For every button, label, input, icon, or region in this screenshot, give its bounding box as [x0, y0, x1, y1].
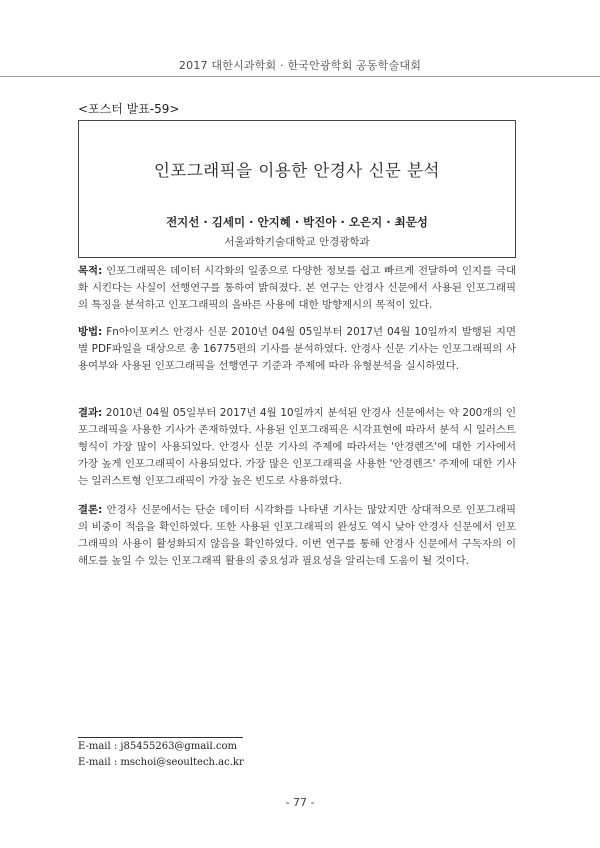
title-box [78, 120, 516, 258]
section-purpose [78, 263, 516, 314]
section-method [78, 324, 516, 375]
paper-title: 인포그래픽을 이용한 안경사 신문 분석 [153, 161, 440, 180]
section-label: 결과: [78, 407, 103, 419]
section-conclusion [78, 502, 516, 570]
section-text: 인포그래픽은 데이터 시각화의 일종으로 다양한 정보를 쉽고 빠르게 전달하여 인지를 극대화 시킨다는 사실이 선행연구를 통하여 밝혀졌다. 본 연구는 안경사 신문에서 사용된 인포그래픽의 특징을 분석하고 인포그래픽의 올바른 사용에 대한 방향제시의 목적이 있다. [78, 265, 516, 311]
footnote-divider [78, 737, 243, 738]
email-footnote-2: E-mail : mschoi@seoultech.ac.kr [78, 757, 244, 768]
section-text: 안경사 신문에서는 단순 데이터 시각화를 나타낸 기사는 많았지만 상대적으로 인포그래픽의 비중이 적음을 확인하였다. 또한 사용된 인포그래픽의 완성도 역시 낮아 안경사 신문에서 인포그래픽의 사용이 활성화되지 않음을 확인하였다. 이번 연구를 통해 안경사 신문에서 구독자의 이해도를 높일 수 있는 인포그래픽 활용의 중요성과 필요성을 알리는데 도움이 될 것이다. [78, 504, 516, 567]
poster-tag: <포스터 발표-59> [78, 102, 180, 116]
section-label: 방법: [78, 326, 103, 338]
section-label: 결론: [78, 504, 103, 516]
section-results [78, 405, 516, 490]
author-list: 전지선 · 김세미 · 안지혜 · 박진아 · 오은지 · 최문성 [166, 215, 428, 229]
header-divider [0, 76, 600, 77]
section-text: Fn아이포커스 안경사 신문 2010년 04월 05일부터 2017년 04월 10일까지 발행된 지면별 PDF파일을 대상으로 총 16775편의 기사를 분석하였다. 안경사 신문 기사는 인포그래픽의 사용여부와 사용된 인포그래픽을 선행연구 기준과 주제에 따라 유형분석을 실시하였다. [78, 326, 516, 372]
section-text: 2010년 04월 05일부터 2017년 4월 10일까지 분석된 안경사 신문에서는 약 200개의 인포그래픽을 사용한 기사가 존재하였다. 사용된 인포그래픽은 시각표현에 따라서 분석 시 일러스트형식이 가장 많이 사용되었다. 안경사 신문 기사의 주제에 따라서는 '안경렌즈'에 대한 기사에서 가장 높게 인포그래픽이 사용되었다. 가장 많은 인포그래픽을 사용한 '안경렌즈' 주제에 대한 기사는 일러스트형 인포그래픽이 가장 높은 빈도로 사용하였다. [78, 407, 516, 487]
affiliation: 서울과학기술대학교 안경광학과 [224, 236, 370, 248]
section-label: 목적: [78, 265, 103, 277]
conference-header: 2017 대한시과학회 · 한국안광학회 공동학술대회 [178, 59, 422, 72]
email-footnote-1: E-mail : j85455263@gmail.com [78, 741, 237, 752]
page-number: - 77 - [285, 796, 315, 809]
